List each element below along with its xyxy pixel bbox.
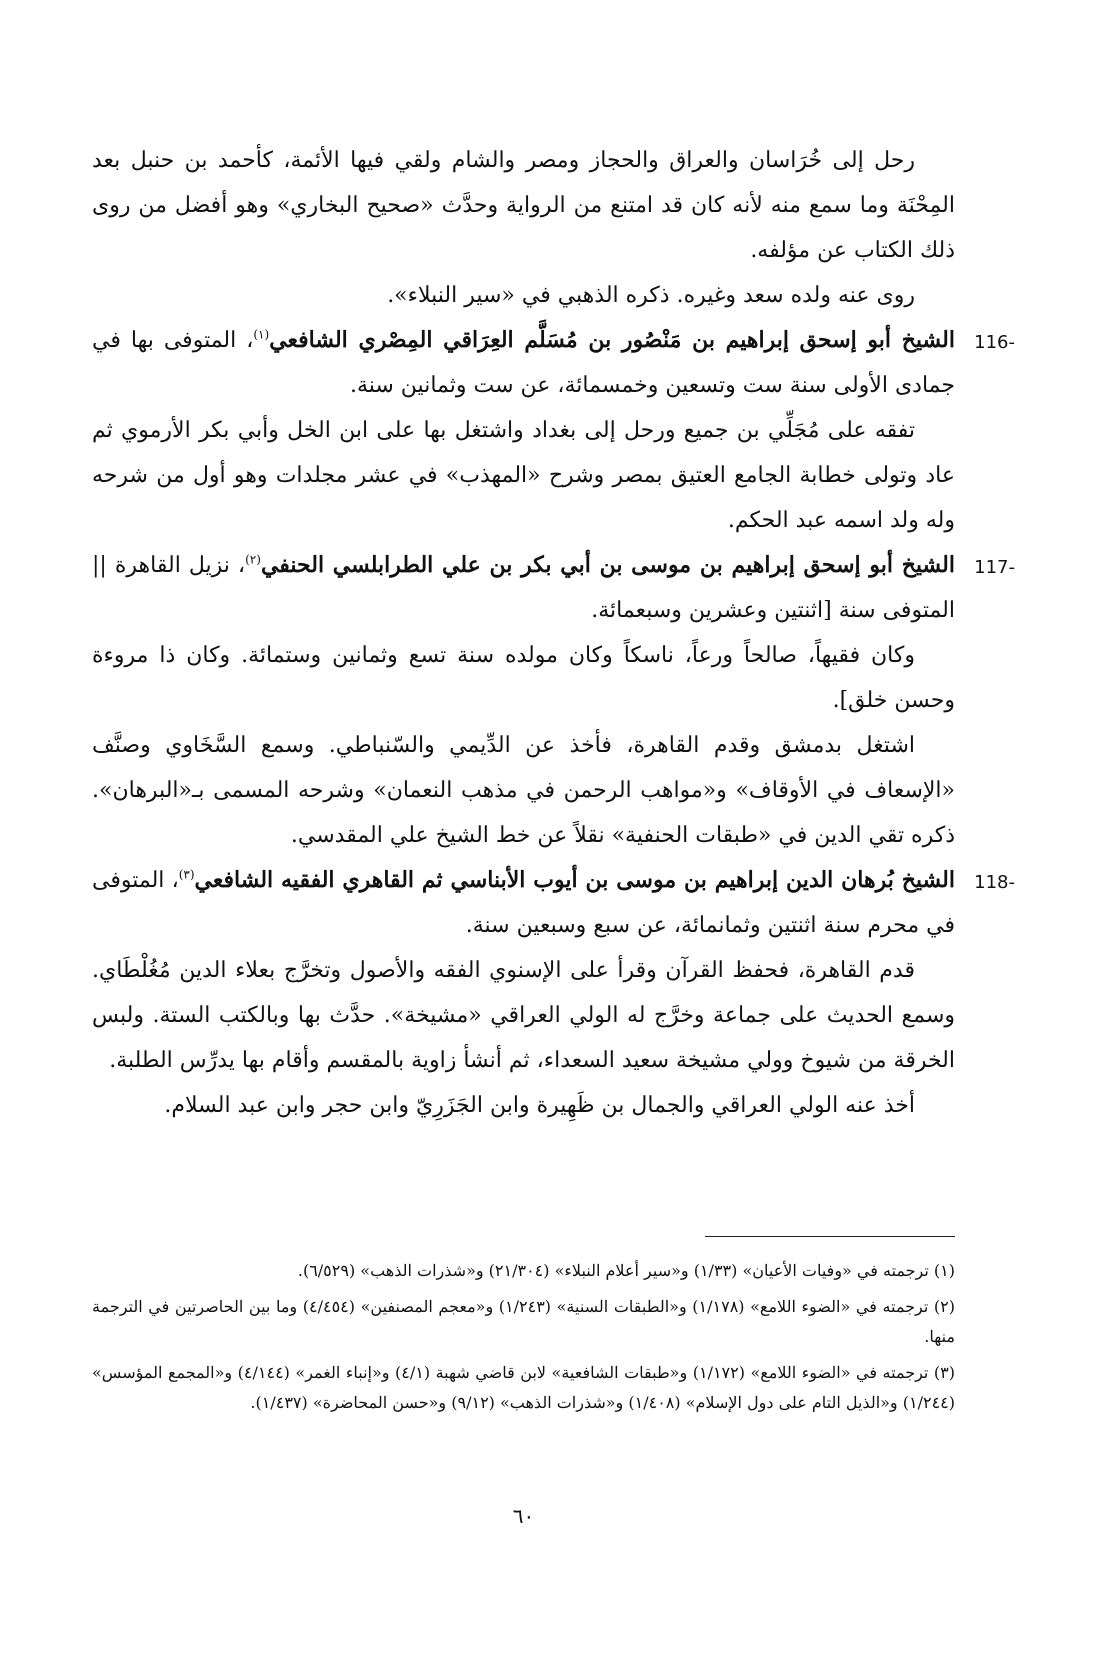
footnote-number: (٣) xyxy=(933,1363,956,1382)
entry-title: الشيخ أبو إسحق إبراهيم بن موسى بن أبي بكر بن علي الطرابلسي الحنفي xyxy=(260,552,955,578)
footnotes xyxy=(92,1256,955,1424)
entry-number: 117- xyxy=(974,557,1015,578)
footnote-ref: (٣) xyxy=(178,867,195,882)
entry-number: 116- xyxy=(974,332,1015,353)
footnote xyxy=(92,1256,955,1286)
footnote-text: ترجمته في «وفيات الأعيان» (١/٣٣) و«سير أعلام النبلاء» (٢١/٣٠٤) و«شذرات الذهب» (٦/٥٢٩). xyxy=(297,1261,929,1280)
footnote xyxy=(92,1358,955,1418)
paragraph: وكان فقيهاً، صالحاً ورعاً، ناسكاً وكان مولده سنة تسع وثمانين وستمائة. وكان ذا مروءة وحسن خلق]. xyxy=(92,643,955,713)
entry-text: ، المتوفى في محرم سنة اثنتين وثمانمائة، عن سبع وسبعين سنة. xyxy=(92,868,955,938)
page-number: ٦٠ xyxy=(512,1504,535,1528)
footnote-number: (١) xyxy=(933,1261,955,1280)
footnote-ref: (٢) xyxy=(245,552,261,567)
entry-title: الشيخ أبو إسحق إبراهيم بن مَنْصُور بن مُسَلَّم العِرَاقي المِصْري الشافعي xyxy=(269,327,955,353)
entry-number: 118- xyxy=(974,872,1015,893)
entry-title: الشيخ بُرهان الدين إبراهيم بن موسى بن أيوب الأبناسي ثم القاهري الفقيه الشافعي xyxy=(194,867,955,893)
paragraph: قدم القاهرة، فحفظ القرآن وقرأ على الإسنوي الفقه والأصول وتخرَّج بعلاء الدين مُغُلْطَاي. وسمع الحديث على جماعة وخرَّج له الولي العراقي «مشيخة». حدَّث بها وبالكتب الستة. ولبس الخرقة من شيوخ وولي مشيخة سعيد السعداء، ثم أنشأ زاوية بالمقسم وأقام بها يدرِّس الطلبة. xyxy=(92,958,955,1073)
footnote-text: ترجمته في «الضوء اللامع» (١/١٧٨) و«الطبقات السنية» (١/٢٤٣) و«معجم المصنفين» (٤/٤٥٤) وما بين الحاصرتين في الترجمة منها. xyxy=(92,1297,955,1346)
footnote xyxy=(92,1292,955,1352)
paragraph: رحل إلى خُرَاسان والعراق والحجاز ومصر والشام ولقي فيها الأئمة، كأحمد بن حنبل بعد المِحْنَة وما سمع منه لأنه كان قد امتنع من الرواية وحدَّث «صحيح البخاري» وهو أفضل من روى ذلك الكتاب عن مؤلفه. xyxy=(92,148,955,263)
footnote-divider xyxy=(705,1236,955,1237)
entry-118 xyxy=(92,858,1015,948)
paragraph: اشتغل بدمشق وقدم القاهرة، فأخذ عن الدِّيمي والسّنباطي. وسمع السَّخَاوي وصنَّف «الإسعاف في الأوقاف» و«مواهب الرحمن في مذهب النعمان» وشرحه المسمى بـ«البرهان». ذكره تقي الدين في «طبقات الحنفية» نقلاً عن خط الشيخ علي المقدسي. xyxy=(92,733,955,848)
entry-text: ، نزيل القاهرة || المتوفى سنة [اثنتين وعشرين وسبعمائة. xyxy=(92,553,955,623)
entry-text: ، المتوفى بها في جمادى الأولى سنة ست وتسعين وخمسمائة، عن ست وثمانين سنة. xyxy=(92,328,955,398)
paragraph: تفقه على مُجَلِّي بن جميع ورحل إلى بغداد واشتغل بها على ابن الخل وأبي بكر الأرموي ثم عاد وتولى خطابة الجامع العتيق بمصر وشرح «المهذب» في عشر مجلدات وهو أول من شرحه وله ولد اسمه عبد الحكم. xyxy=(92,418,955,533)
paragraph: روى عنه ولده سعد وغيره. ذكره الذهبي في «سير النبلاء». xyxy=(387,283,915,308)
entry-116 xyxy=(92,318,1015,408)
main-text xyxy=(92,138,1015,1128)
footnote-text: ترجمته في «الضوء اللامع» (١/١٧٢) و«طبقات الشافعية» لابن قاضي شهبة (٤/١) و«إنباء الغمر» (٤/١٤٤) و«المجمع المؤسس» (١/٢٤٤) و«الذيل التام على دول الإسلام» (١/٤٠٨) و«شذرات الذهب» (٩/١٢) و«حسن المحاضرة» (١/٤٣٧). xyxy=(92,1363,955,1412)
entry-117 xyxy=(92,543,1015,633)
paragraph: أخذ عنه الولي العراقي والجمال بن ظَهِيرة وابن الجَزَرِيّ وابن حجر وابن عبد السلام. xyxy=(164,1093,915,1118)
footnote-ref: (١) xyxy=(253,327,270,342)
footnote-number: (٢) xyxy=(933,1297,955,1316)
